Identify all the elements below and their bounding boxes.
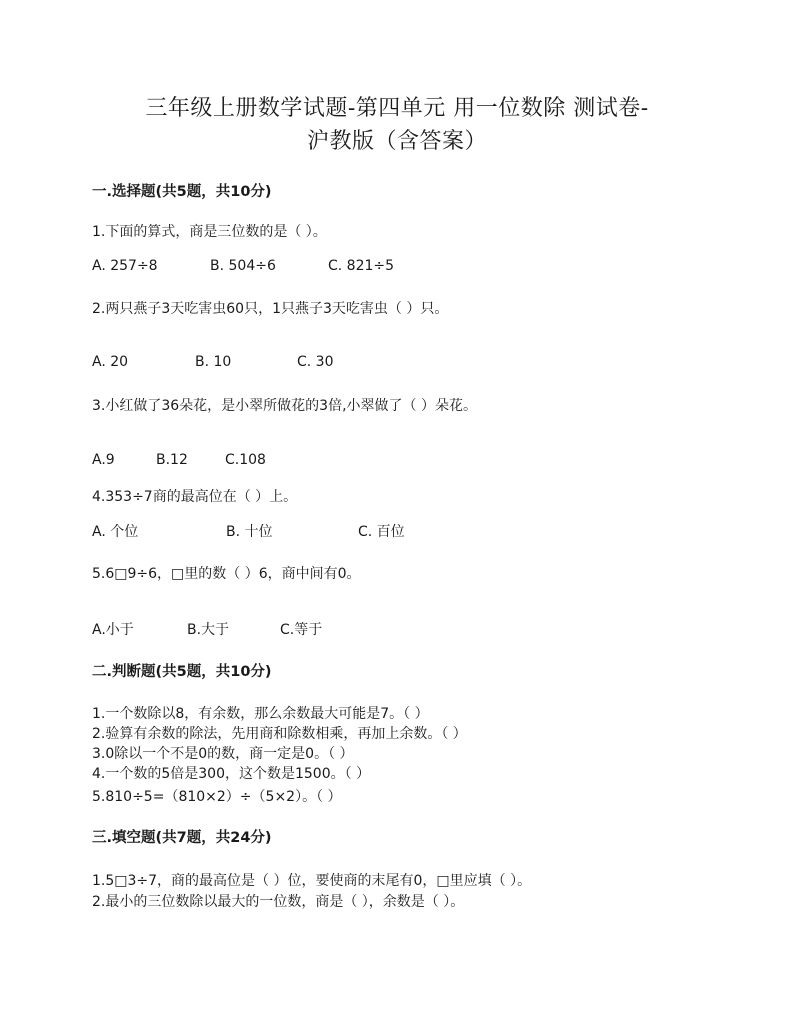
section-heading-choice: 一.选择题(共5题，共10分) (92, 184, 272, 200)
judgment-item-1: 1.一个数除以8，有余数，那么余数最大可能是7。（ ） (92, 706, 429, 722)
question-4-option-c: C. 百位 (358, 524, 405, 540)
document-title-line-1: 三年级上册数学试题-第四单元 用一位数除 测试卷- (145, 96, 649, 121)
question-5-text: 5.6□9÷6，□里的数（ ）6，商中间有0。 (92, 566, 361, 582)
question-5-option-b: B.大于 (187, 622, 230, 638)
question-1-option-b: B. 504÷6 (210, 258, 276, 274)
question-4-text: 4.353÷7商的最高位在（ ）上。 (92, 489, 298, 505)
document-title-line-2: 沪教版（含答案） (306, 129, 487, 154)
fill-in-item-1: 1.5□3÷7，商的最高位是（ ）位，要使商的末尾有0，□里应填（ ）。 (92, 873, 532, 889)
question-1-option-c: C. 821÷5 (328, 258, 395, 274)
question-5-option-a: A.小于 (92, 622, 134, 638)
judgment-item-4: 4.一个数的5倍是300，这个数是1500。（ ） (92, 766, 371, 782)
question-5-option-c: C.等于 (280, 622, 323, 638)
question-2-text: 2.两只燕子3天吃害虫60只，1只燕子3天吃害虫（ ）只。 (92, 301, 449, 317)
judgment-item-5: 5.810÷5=（810×2）÷（5×2）。（ ） (92, 789, 342, 805)
question-2-option-a: A. 20 (92, 354, 129, 370)
question-2-option-c: C. 30 (297, 354, 334, 370)
section-heading-judgment: 二.判断题(共5题，共10分) (92, 664, 272, 680)
question-3-text: 3.小红做了36朵花，是小翠所做花的3倍,小翠做了（ ）朵花。 (92, 398, 477, 414)
question-3-option-c: C.108 (225, 452, 266, 468)
question-3-option-a: A.9 (92, 452, 115, 468)
section-heading-fill-in: 三.填空题(共7题，共24分) (92, 830, 272, 846)
question-2-option-b: B. 10 (195, 354, 232, 370)
question-4-option-a: A. 个位 (92, 524, 139, 540)
fill-in-item-2: 2.最小的三位数除以最大的一位数，商是（ ），余数是（ ）。 (92, 894, 465, 910)
judgment-item-3: 3.0除以一个不是0的数，商一定是0。（ ） (92, 746, 354, 762)
judgment-item-2: 2.验算有余数的除法，先用商和除数相乘，再加上余数。（ ） (92, 726, 467, 742)
question-4-option-b: B. 十位 (226, 524, 273, 540)
question-1-option-a: A. 257÷8 (92, 258, 158, 274)
question-1-text: 1.下面的算式，商是三位数的是（ ）。 (92, 224, 327, 240)
question-3-option-b: B.12 (156, 452, 188, 468)
